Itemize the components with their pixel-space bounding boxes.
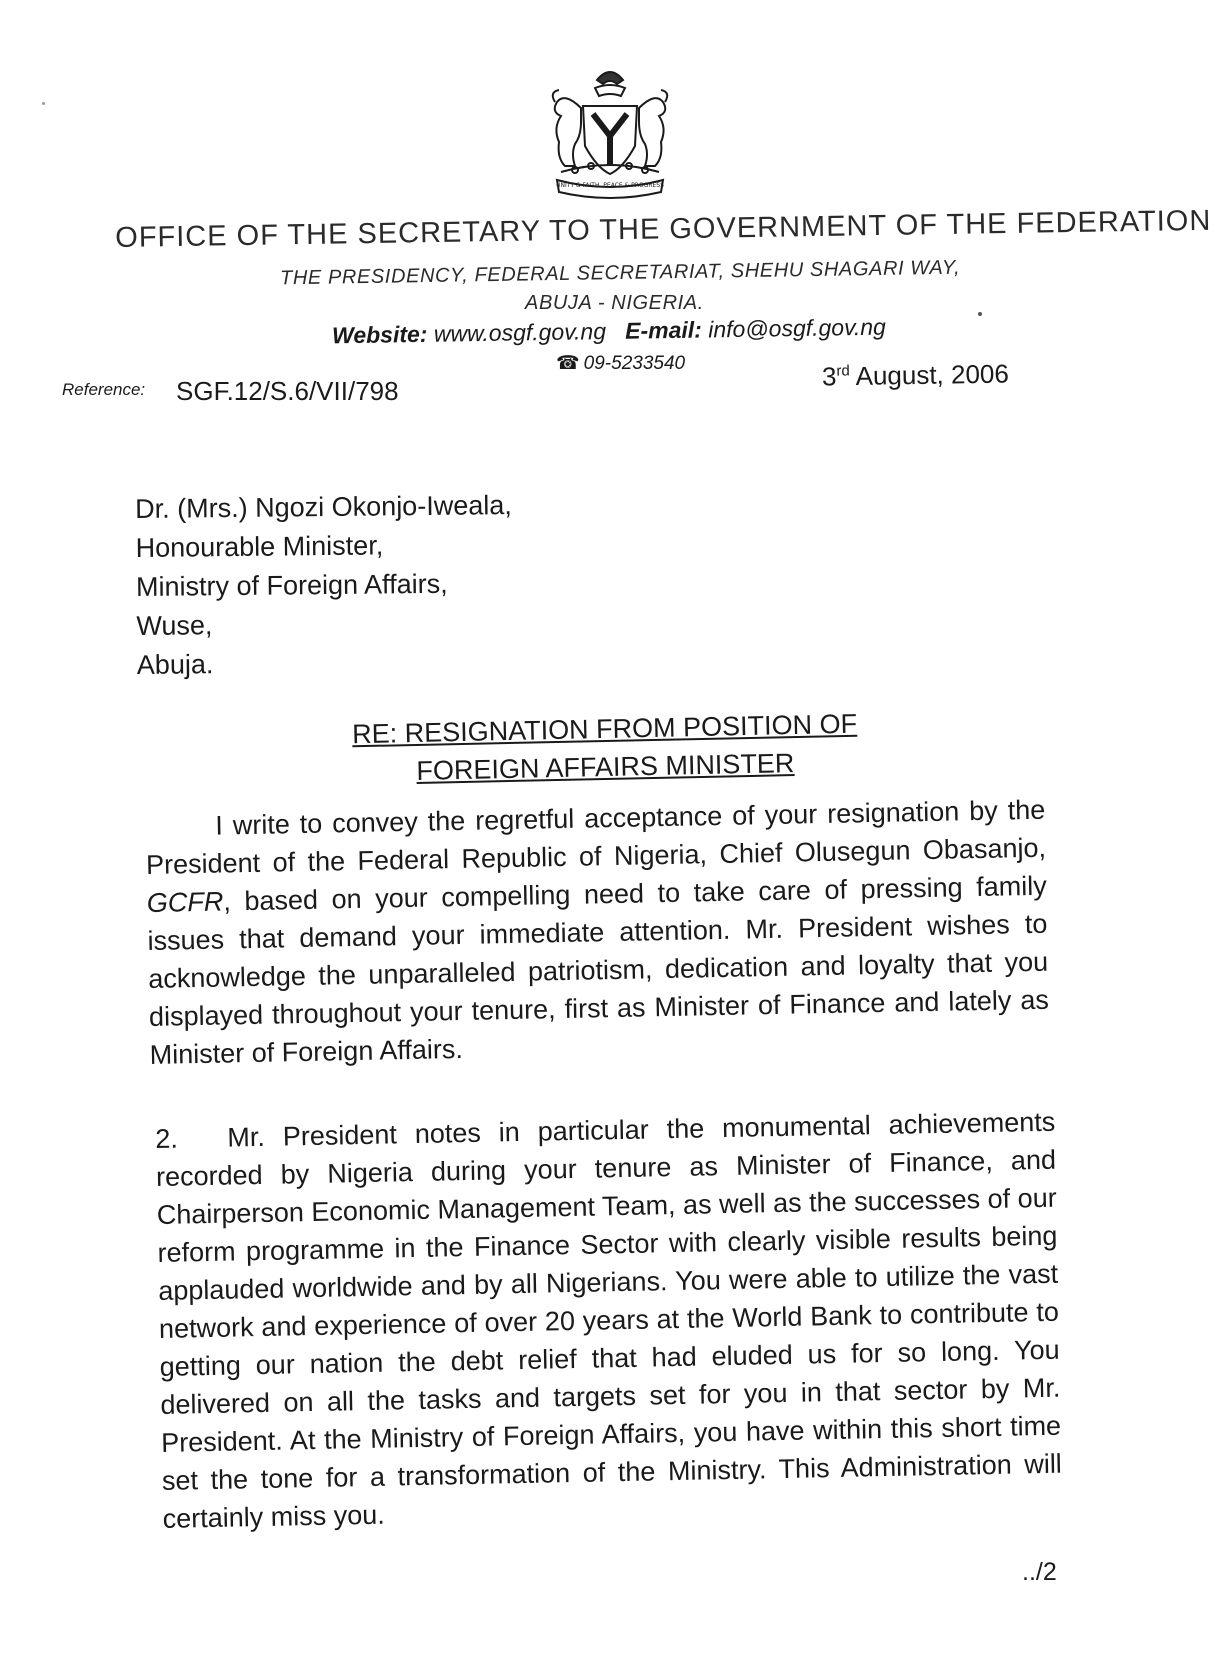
contact-line — [332, 314, 886, 350]
subject-heading — [279, 703, 930, 793]
addressee-line: Abuja. — [136, 649, 214, 680]
paragraph-1-text-a: I write to convey the regretful acceptance of your resignation by the President of the Federal Republic of Nigeria, Chief Olusegun Obasanjo, — [145, 794, 1047, 880]
date-rest: August, 2006 — [855, 358, 1010, 391]
addressee-line: Ministry of Foreign Affairs, — [135, 568, 448, 602]
website-label: Website: — [331, 320, 428, 349]
office-name: OFFICE OF THE SECRETARY TO THE GOVERNMENT OF THE FEDERATION — [115, 204, 1212, 254]
paragraph-1 — [145, 791, 1050, 1074]
website-link[interactable]: www.osgf.gov.ng — [433, 318, 607, 347]
letter-date — [822, 359, 1009, 393]
phone-number: 09-5233540 — [583, 353, 686, 374]
scan-speck — [42, 102, 45, 105]
telephone-icon: ☎ — [556, 353, 580, 374]
scan-speck — [978, 312, 982, 316]
paragraph-2-number: 2. — [155, 1123, 179, 1154]
page-indicator: ../2 — [1022, 1558, 1057, 1586]
crest-motto: UNITY & FAITH, PEACE & PROGRESS — [556, 182, 664, 189]
email-label: E-mail: — [624, 316, 703, 344]
reference-value: SGF.12/S.6/VII/798 — [176, 376, 399, 406]
subject-line-2: FOREIGN AFFAIRS MINISTER — [416, 748, 795, 786]
paragraph-2-text: Mr. President notes in particular the monumental achievements recorded by Nigeria during your tenure as Minister of Finance, and Chairperson Economic Management Team, as well as the successes of our reform programme in the Finance Sector with clearly visible results being applauded worldwide and by all Nigerians. You were able to utilize the vast network and experience of over 20 years at the World Bank to contribute to getting our nation the debt relief that had eluded us for so long. You delivered on all the tasks and targets set for you in that sector by Mr. President. At the Ministry of Foreign Affairs, you have within this short time set the tone for a transformation of the Ministry. This Administration will certainly miss you. — [155, 1106, 1063, 1534]
paragraph-1-text-b: , based on your compelling need to take care of pressing family issues that demand your immediate attention. Mr. President wishes to acknowledge the unparalleled patriotism, dedication and loyalty that you displayed throughout your tenure, first as Minister of Finance and lately as Minister of Foreign Affairs. — [147, 870, 1050, 1070]
paragraph-1-honorific: GCFR — [146, 886, 224, 918]
address-line-2: ABUJA - NIGERIA. — [525, 292, 704, 314]
subject-line-1: RE: RESIGNATION FROM POSITION OF — [351, 708, 858, 750]
addressee-line: Wuse, — [136, 610, 213, 641]
address-line-1: THE PRESIDENCY, FEDERAL SECRETARIAT, SHEHU SHAGARI WAY, — [279, 256, 961, 290]
date-suffix: rd — [836, 362, 850, 380]
addressee-line: Dr. (Mrs.) Ngozi Okonjo-Iweala, — [135, 490, 512, 524]
reference-label: Reference: — [62, 380, 146, 399]
date-day: 3 — [821, 361, 837, 392]
crest-motto-ribbon — [548, 177, 672, 191]
paragraph-2 — [155, 1103, 1063, 1538]
phone-line — [556, 352, 685, 375]
addressee-block — [135, 486, 514, 685]
email-link[interactable]: info@osgf.gov.ng — [708, 313, 887, 343]
addressee-line: Honourable Minister, — [135, 530, 384, 563]
